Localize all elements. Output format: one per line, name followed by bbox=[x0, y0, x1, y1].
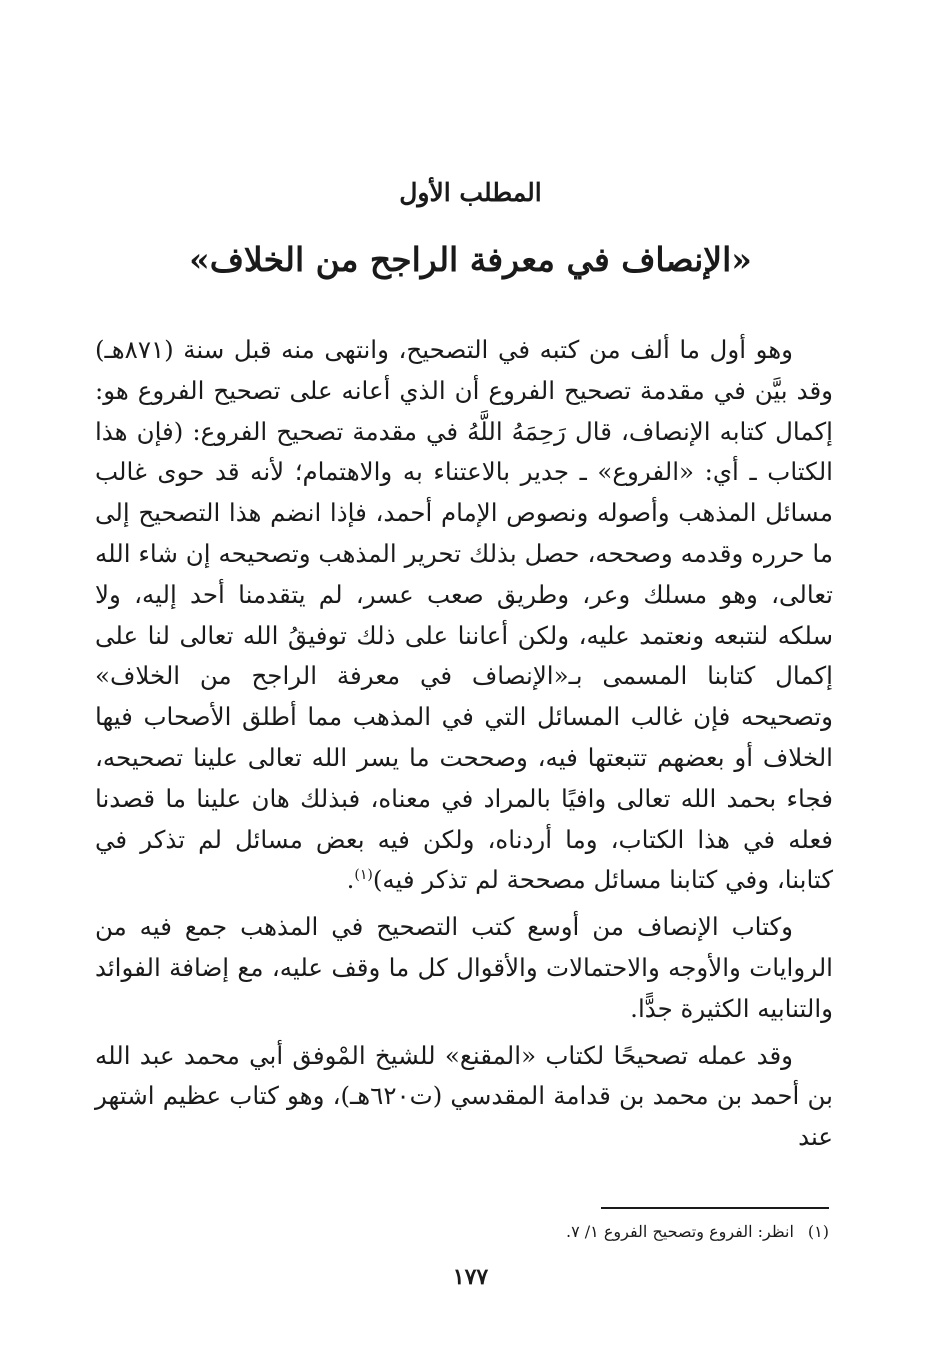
body-text bbox=[95, 330, 833, 1158]
paragraph-1-tail: . bbox=[346, 865, 355, 895]
paragraph-2 bbox=[95, 907, 833, 1029]
section-title: المطلب الأول bbox=[399, 178, 542, 207]
paragraph-1 bbox=[95, 330, 833, 901]
footnote-reference: (١) bbox=[354, 867, 373, 884]
paragraph-3-text: وقد عمله تصحيحًا لكتاب «المقنع» للشيخ المْوفق أبي محمد عبد الله بن أحمد بن محمد بن قدامة المقدسي (ت٦٢٠هـ)، وهو كتاب عظيم اشتهر عند bbox=[95, 1040, 833, 1152]
paragraph-3 bbox=[95, 1036, 833, 1158]
main-title: «الإنصاف في معرفة الراجح من الخلاف» bbox=[189, 240, 752, 279]
footnote-text: انظر: الفروع وتصحيح الفروع ١/ ٧. bbox=[565, 1222, 794, 1241]
footnote bbox=[229, 1220, 829, 1244]
footnote-divider bbox=[601, 1207, 829, 1209]
paragraph-2-text: وكتاب الإنصاف من أوسع كتب التصحيح في المذهب جمع فيه من الروايات والأوجه والاحتمالات والأقوال كل ما وقف عليه، مع إضافة الفوائد والتنابيه الكثيرة جدًّا. bbox=[95, 912, 833, 1023]
page-number: ١٧٧ bbox=[452, 1264, 489, 1290]
footnote-number: (١) bbox=[807, 1222, 829, 1241]
paragraph-1-text: وهو أول ما ألف من كتبه في التصحيح، وانتهى منه قبل سنة (٨٧١هـ) وقد بيَّن في مقدمة تصحيح الفروع أن الذي أعانه على تصحيح الفروع هو: إكمال كتابه الإنصاف، قال رَحِمَهُ اللَّهُ في مقدمة تصحيح الفروع: (فإن هذا الكتاب ـ أي: «الفروع» ـ جدير بالاعتناء به والاهتمام؛ لأنه قد حوى غالب مسائل المذهب وأصوله ونصوص الإمام أحمد، فإذا انضم هذا التصحيح إلى ما حرره وقدمه وصححه، حصل بذلك تحرير المذهب وتصحيحه إن شاء الله تعالى، وهو مسلك وعر، وطريق صعب عسر، لم يتقدمنا أحد إليه، ولا سلكه لنتبعه ونعتمد عليه، ولكن أعاننا على ذلك توفيقُ الله تعالى لنا على إكمال كتابنا المسمى بـ«الإنصاف في معرفة الراجح من الخلاف» وتصحيحه فإن غالب المسائل التي في المذهب مما أطلق الأصحاب فيها الخلاف أو بعضهم تتبعتها فيه، وصححت ما يسر الله تعالى علينا تصحيحه، فجاء بحمد الله تعالى وافيًا بالمراد في معناه، فبذلك هان علينا ما قصدنا فعله في هذا الكتاب، وما أردناه، ولكن فيه بعض مسائل لم تذكر في كتابنا، وفي كتابنا مسائل مصححة لم تذكر فيه) bbox=[95, 335, 833, 895]
